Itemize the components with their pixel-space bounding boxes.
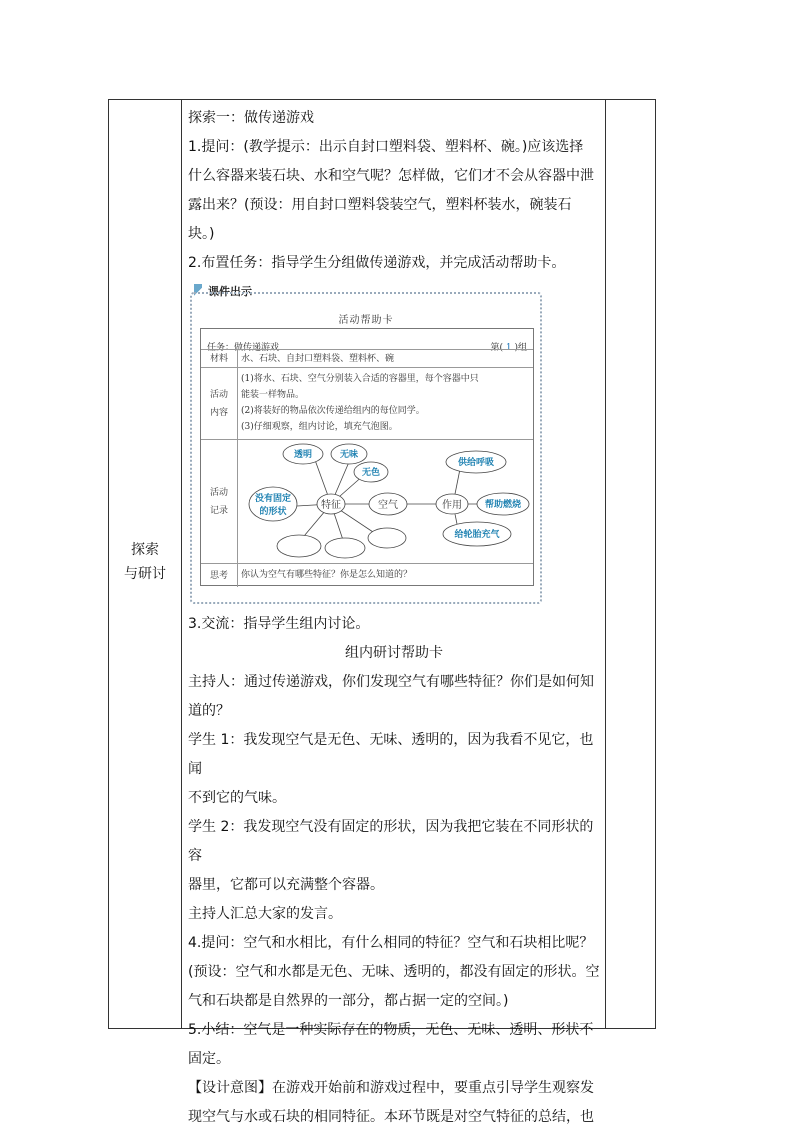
shape-bubble-line2: 的形状	[259, 507, 287, 517]
lesson-table	[108, 99, 656, 1125]
think-row	[201, 563, 533, 587]
transparent-bubble: 透明	[293, 450, 313, 460]
group-number: 第( 1 )组	[490, 343, 527, 353]
compare-question: 4.提问：空气和水相比，有什么相同的特征？空气和石块相比呢？ (预设：空气和水都是无色、无味、透明的，都没有固定的形状。空 气和石块都是自然界的一部分，都占据一定的空间。)	[188, 935, 600, 1009]
use-bubble: 作用	[442, 500, 462, 511]
breathe-bubble: 供给呼吸	[457, 458, 495, 468]
bubble-diagram	[241, 440, 535, 564]
host-question: 主持人：通过传递游戏，你们发现空气有哪些特征？你们是如何知 道的？	[188, 674, 594, 719]
think-text: 你认为空气有哪些特征？你是怎么知道的？	[241, 570, 413, 580]
conclusion-paragraph: 5.小结：空气是一种实际存在的物质，无色、无味、透明、形状不 固定。	[188, 1022, 594, 1067]
shape-bubble-line1: 没有固定	[254, 494, 292, 504]
materials-text: 水、石块、自封口塑料袋、塑料杯、碗	[241, 354, 395, 364]
activity-card-block	[188, 284, 600, 608]
materials-label: 材料	[201, 350, 238, 368]
task-paragraph: 2.布置任务：指导学生分组做传递游戏，并完成活动帮助卡。	[188, 255, 566, 271]
record-row	[201, 439, 533, 564]
record-label: 活动 记录	[201, 440, 238, 564]
air-bubble: 空气	[378, 500, 398, 511]
activity-card	[190, 292, 542, 604]
colorless-bubble: 无色	[361, 468, 381, 478]
content-row: 活动 内容 (1)将水、石块、空气分别装入合适的容器里，每个容器中只 能装一样物品。 (2)将装好的物品依次传递给组内的每位同学。 (3)仔细观察，组内讨论，填充气泡图。	[201, 367, 533, 440]
task-text: 任务：做传递游戏	[207, 343, 280, 353]
column-divider	[181, 100, 182, 1028]
question-paragraph: 1.提问：(教学提示：出示自封口塑料袋、塑料杯、碗。)应该选择 什么容器来装石块、水和空气呢？怎样做，它们才不会从容器中泄 露出来？(预设：用自封口塑料袋装空气，塑料杯装水，碗装石 块。)	[188, 139, 594, 242]
host-summary: 主持人汇总大家的发言。	[188, 906, 342, 922]
explore-heading: 探索一：做传递游戏	[188, 110, 314, 126]
task-row	[201, 329, 533, 353]
think-label: 思考	[201, 564, 238, 587]
card-grid	[200, 328, 534, 586]
section-label: 探索 与研讨	[124, 542, 166, 582]
feature-bubble: 特征	[321, 500, 341, 511]
exchange-paragraph: 3.交流：指导学生组内讨论。	[188, 616, 370, 632]
discussion-card-title: 组内研讨帮助卡	[345, 645, 443, 661]
tire-bubble: 给轮胎充气	[454, 530, 500, 540]
card-title: 活动帮助卡	[338, 315, 394, 326]
column-divider	[605, 100, 606, 1028]
burn-bubble: 帮助燃烧	[484, 500, 522, 510]
content-label: 活动 内容	[201, 368, 238, 440]
courseware-tab: 课件出示	[194, 284, 258, 300]
odorless-bubble: 无味	[339, 450, 359, 460]
student2-answer: 学生 2：我发现空气没有固定的形状，因为我把它装在不同形状的容 器里，它都可以充满整个容器。	[188, 819, 594, 893]
content-cell	[188, 104, 600, 1132]
materials-row	[201, 349, 533, 368]
design-intent: 【设计意图】在游戏开始前和游戏过程中，要重点引导学生观察发 现空气与水或石块的相同特征。本环节既是对空气特征的总结，也	[188, 1080, 594, 1125]
student1-answer: 学生 1：我发现空气是无色、无味、透明的，因为我看不见它，也闻 不到它的气味。	[188, 732, 594, 806]
